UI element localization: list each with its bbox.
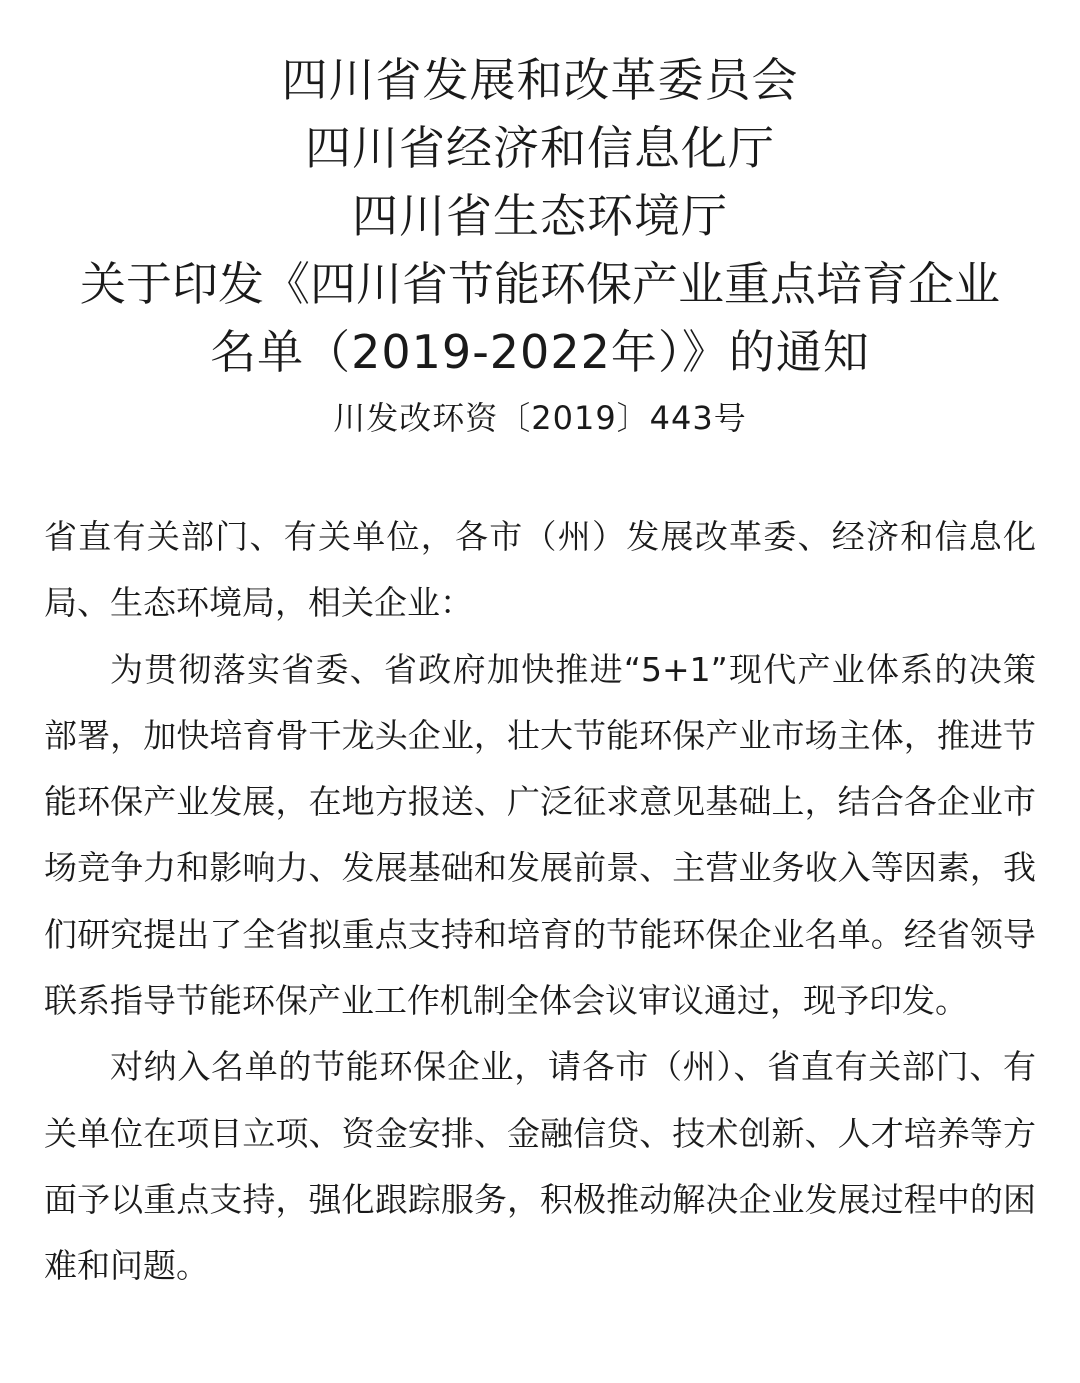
- notice-title-line-2: 名单（2019-2022年）》的通知: [210, 325, 870, 379]
- issuer-line-1: 四川省发展和改革委员会: [281, 53, 799, 107]
- notice-title-line-1: 关于印发《四川省节能环保产业重点培育企业: [80, 257, 1000, 311]
- document-number: 川发改环资〔2019〕443号: [333, 399, 747, 437]
- body-paragraph-2: 对纳入名单的节能环保企业，请各市（州）、省直有关部门、有关单位在项目立项、资金安排、金融信贷、技术创新、人才培养等方面予以重点支持，强化跟踪服务，积极推动解决企业发展过程中的困难和问题。: [44, 1047, 1036, 1286]
- document-header: [44, 0, 1036, 442]
- salutation: 省直有关部门、有关单位，各市（州）发展改革委、经济和信息化局、生态环境局，相关企业：: [44, 517, 1036, 623]
- document-body: [44, 504, 1036, 1300]
- issuer-line-3: 四川省生态环境厅: [352, 189, 728, 243]
- issuer-line-2: 四川省经济和信息化厅: [305, 121, 775, 175]
- body-paragraph-1: 为贯彻落实省委、省政府加快推进“5+1”现代产业体系的决策部署，加快培育骨干龙头企业，壮大节能环保产业市场主体，推进节能环保产业发展，在地方报送、广泛征求意见基础上，结合各企业市场竞争力和影响力、发展基础和发展前景、主营业务收入等因素，我们研究提出了全省拟重点支持和培育的节能环保企业名单。经省领导联系指导节能环保产业工作机制全体会议审议通过，现予印发。: [44, 649, 1036, 1021]
